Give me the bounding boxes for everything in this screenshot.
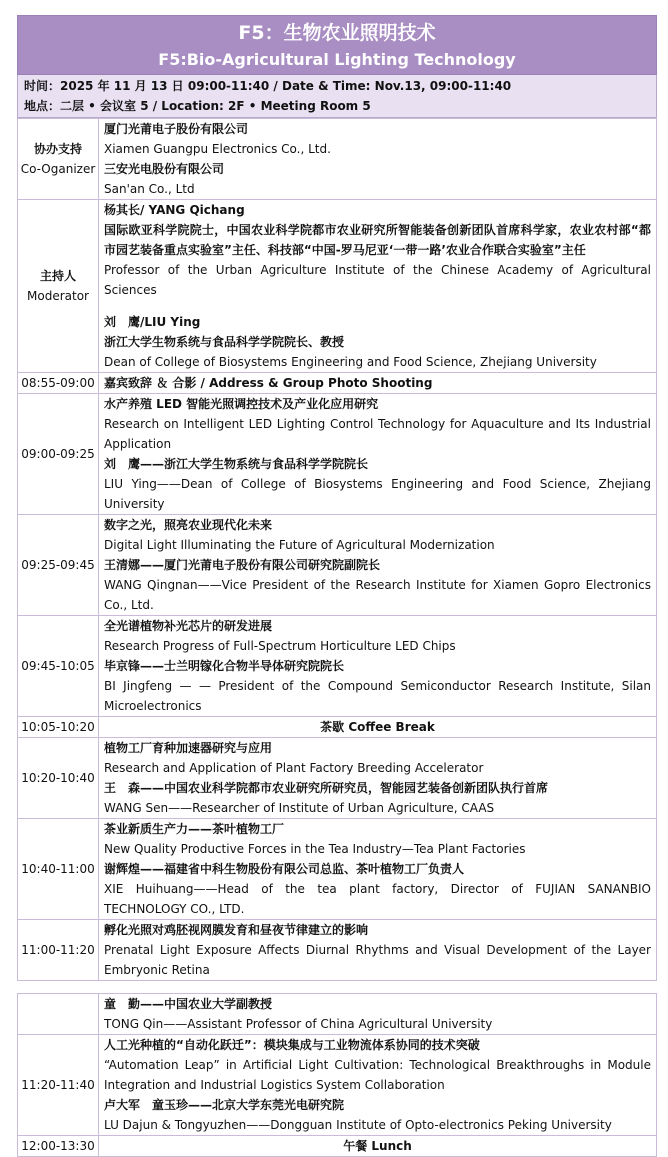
session-content [99,738,657,819]
org-en: San'an Co., Ltd [104,182,195,196]
break-row [18,717,657,738]
co-organizer-label [18,119,99,200]
co-organizer-row [18,119,657,200]
session-time: 09:00-09:25 [18,394,99,515]
title-en: F5:Bio-Agricultural Lighting Technology [158,50,516,69]
topic-en: Research and Application of Plant Factory Breeding Accelerator [104,761,484,775]
org-zh: 厦门光莆电子股份有限公司 [104,122,249,136]
agenda [17,15,657,1157]
topic-en: New Quality Productive Forces in the Tea Industry—Tea Plant Factories [104,842,526,856]
speaker-zh: 谢辉煌——福建省中科生物股份有限公司总监、茶叶植物工厂负责人 [104,862,465,876]
org-en: Xiamen Guangpu Electronics Co., Ltd. [104,142,331,156]
speaker-en: LU Dajun & Tongyuzhen——Dongguan Institute of Opto-electronics Peking University [104,1118,612,1132]
session-time: 11:20-11:40 [18,1035,99,1136]
speaker-zh: 王 森——中国农业科学院都市农业研究所研究员，智能园艺装备创新团队执行首席 [104,781,549,795]
speaker-zh: 毕京锋——士兰明镓化合物半导体研究院院长 [104,659,345,673]
topic-en: Digital Light Illuminating the Future of Agricultural Modernization [104,538,495,552]
session-content [99,994,657,1035]
co-organizer-content [99,119,657,200]
topic-en: “Automation Leap” in Artificial Light Cultivation: Technological Breakthroughs in Module Integration and Industrial Logistics System Collaboration [104,1058,651,1092]
moderator-label [18,200,99,373]
moderator-title-en: Dean of College of Biosystems Engineering and Food Science, Zhejiang University [104,355,597,369]
continued-speaker-row [18,994,657,1035]
session-content [99,394,657,515]
moderator-title-zh: 国际欧亚科学院院士，中国农业科学院都市农业研究所智能装备创新团队首席科学家，农业农村部“都市园艺装备重点实验室”主任、科技部“中国-罗马尼亚‘一带一路’农业合作联合实验室”主任 [104,223,651,257]
session-time: 08:55-09:00 [18,373,99,394]
co-organizer-label-zh: 协办支持 [33,142,82,156]
org-zh: 三安光电股份有限公司 [104,162,225,176]
topic-en: Research on Intelligent LED Lighting Control Technology for Aquaculture and Its Industrial Application [104,417,651,451]
lunch-row [18,1136,657,1157]
topic-en: Research Progress of Full-Spectrum Horticulture LED Chips [104,639,456,653]
title-zh: F5：生物农业照明技术 [238,22,436,44]
speaker-en: WANG Qingnan——Vice President of the Research Institute for Xiamen Gopro Electronics Co., Ltd. [104,578,651,612]
speaker-zh: 刘 鹰——浙江大学生物系统与食品科学学院院长 [104,457,369,471]
topic-en: Prenatal Light Exposure Affects Diurnal Rhythms and Visual Development of the Layer Embryonic Retina [104,943,651,977]
session-row [18,1035,657,1136]
moderator-title-zh: 浙江大学生物系统与食品科学学院院长、教授 [104,335,345,349]
session-row [18,819,657,920]
session-row [18,738,657,819]
speaker-en: WANG Sen——Researcher of Institute of Urban Agriculture, CAAS [104,801,495,815]
speaker-en: XIE Huihuang——Head of the tea plant factory, Director of FUJIAN SANANBIO TECHNOLOGY CO., LTD. [104,882,651,916]
moderator-name: 刘 鹰/LIU Ying [104,315,201,329]
moderator-label-en: Moderator [27,289,89,303]
location-line: 地点：二层 • 会议室 5 / Location: 2F • Meeting Room 5 [24,99,371,113]
moderator-title-en: Professor of the Urban Agriculture Institute of the Chinese Academy of Agricultural Sciences [104,263,651,297]
topic-zh: 全光谱植物补光芯片的研发进展 [104,619,273,633]
session-time: 12:00-13:30 [18,1136,99,1157]
session-content [99,515,657,616]
session-row [18,616,657,717]
session-time: 10:05-10:20 [18,717,99,738]
topic-zh: 人工光种植的“自动化跃迁”：模块集成与工业物流体系协同的技术突破 [104,1038,480,1052]
speaker-zh: 卢大军 童玉珍——北京大学东莞光电研究院 [104,1098,345,1112]
session-content [99,1035,657,1136]
session-row [18,920,657,981]
session-content [99,819,657,920]
lunch-break: 午餐 Lunch [99,1136,657,1157]
session-row [18,515,657,616]
agenda-table-continued [17,993,657,1157]
session-time: 09:25-09:45 [18,515,99,616]
session-time: 09:45-10:05 [18,616,99,717]
time-line: 时间：2025 年 11 月 13 日 09:00-11:40 / Date & Time: Nov.13, 09:00-11:40 [24,79,512,93]
agenda-table [17,118,657,981]
speaker-en: TONG Qin——Assistant Professor of China Agricultural University [104,1017,493,1031]
speaker-en: LIU Ying——Dean of College of Biosystems Engineering and Food Science, Zhejiang University [104,477,651,511]
topic-zh: 植物工厂育种加速器研究与应用 [104,741,273,755]
coffee-break: 茶歇 Coffee Break [99,717,657,738]
topic-zh: 孵化光照对鸡胚视网膜发育和昼夜节律建立的影响 [104,923,369,937]
topic-zh: 茶业新质生产力——茶叶植物工厂 [104,822,285,836]
session-content [99,616,657,717]
info-block [17,75,657,118]
speaker-en: BI Jingfeng — — President of the Compound Semiconductor Research Institute, Silan Microelectronics [104,679,651,713]
topic-zh: 水产养殖 LED 智能光照调控技术及产业化应用研究 [104,397,379,411]
agenda-header [17,15,657,75]
session-time: 11:00-11:20 [18,920,99,981]
topic-zh: 数字之光，照亮农业现代化未来 [104,518,273,532]
session-time: 10:20-10:40 [18,738,99,819]
moderator-label-zh: 主持人 [39,269,76,283]
session-content [99,920,657,981]
session-row [18,373,657,394]
moderator-row [18,200,657,373]
session-topic: 嘉宾致辞 ＆ 合影 / Address & Group Photo Shooting [99,373,657,394]
session-time [18,994,99,1035]
speaker-zh: 王清娜——厦门光莆电子股份有限公司研究院副院长 [104,558,381,572]
co-organizer-label-en: Co-Oganizer [20,162,96,176]
session-row [18,394,657,515]
speaker-zh: 童 勤——中国农业大学副教授 [104,997,273,1011]
moderator-content [99,200,657,373]
page-break-gap [17,981,657,993]
moderator-name: 杨其长/ YANG Qichang [104,203,245,217]
session-time: 10:40-11:00 [18,819,99,920]
